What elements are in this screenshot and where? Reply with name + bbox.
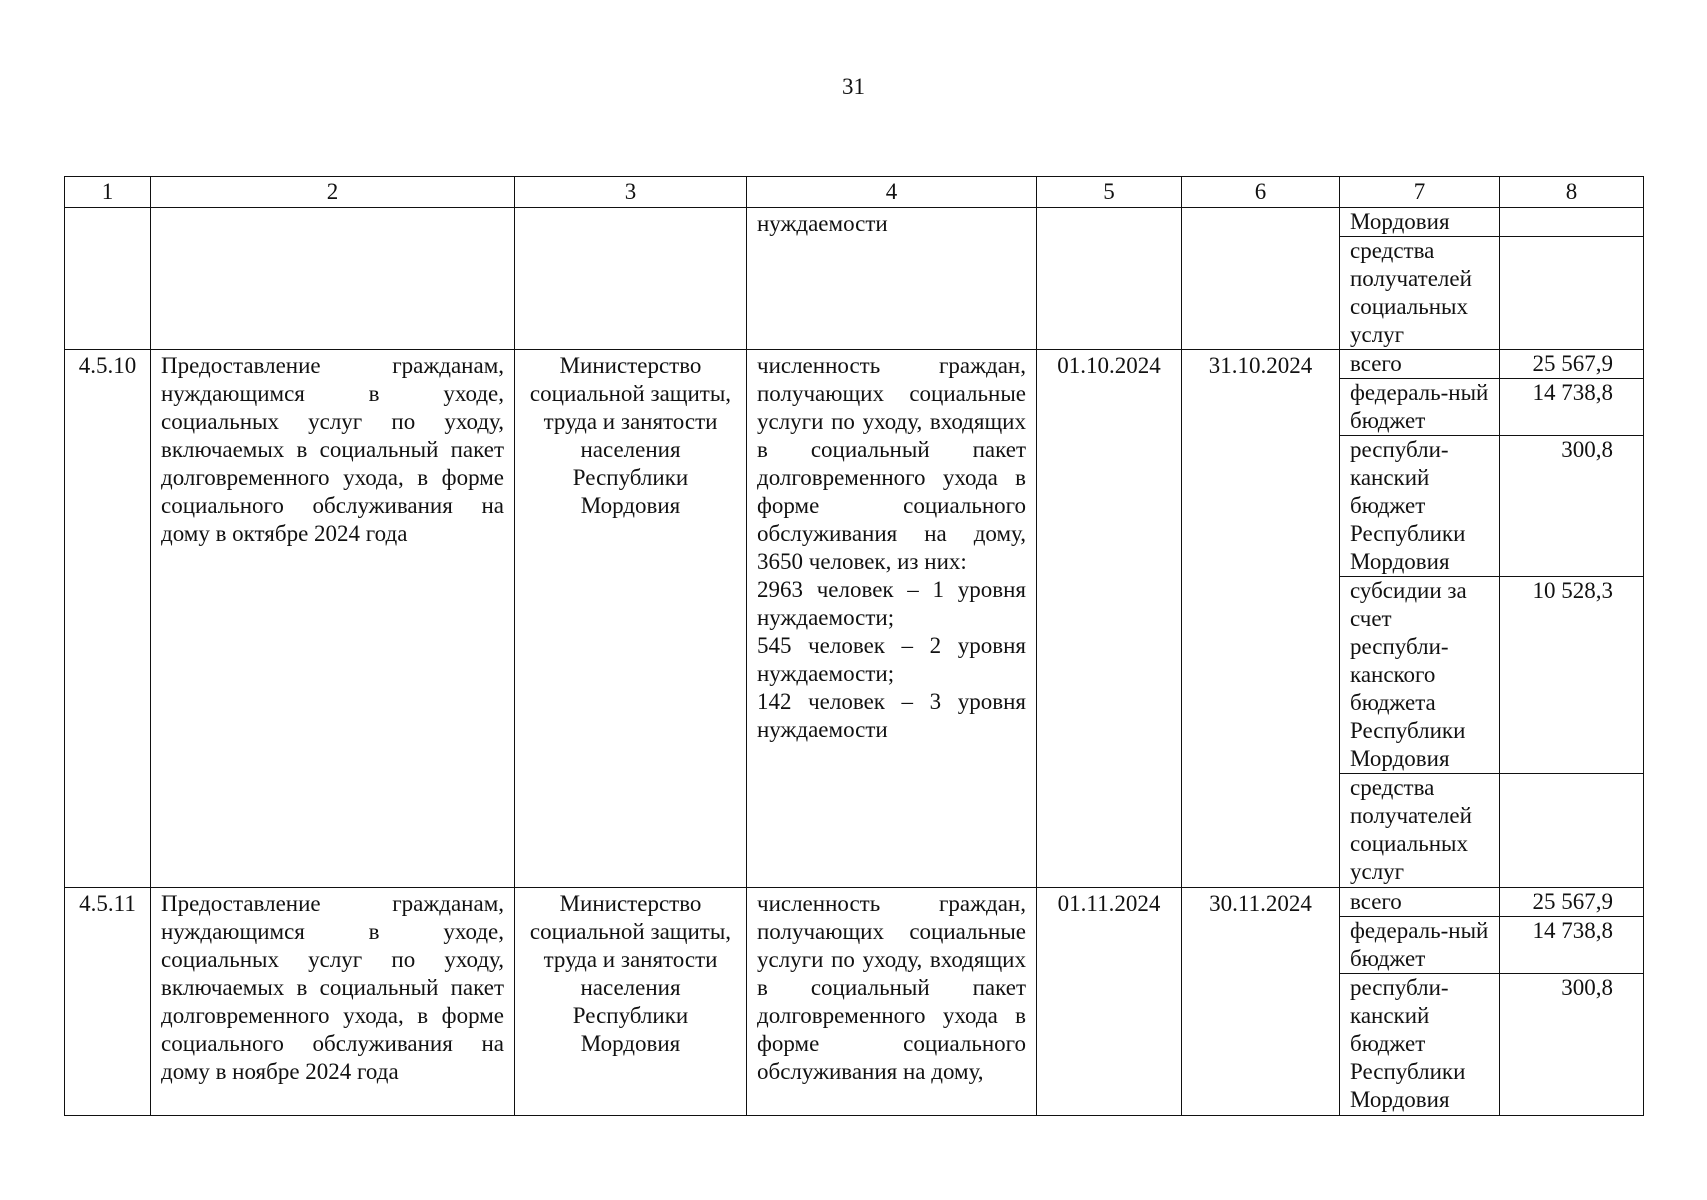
funding-source: всего [1340,350,1499,379]
cell-organization: Министерство социальной защиты, труда и занятости населения Республики Мордовия [515,888,747,1116]
funding-source: федераль-ный бюджет [1340,917,1499,974]
table-row [65,888,1644,1116]
funding-source: Мордовия [1340,208,1499,237]
funding-value: 14 738,8 [1500,917,1643,974]
cell-organization: Министерство социальной защиты, труда и занятости населения Республики Мордовия [515,350,747,888]
cell-name [151,208,515,350]
funding-source: средства получателей социальных услуг [1350,775,1472,884]
funding-value: 25 567,9 [1500,888,1643,917]
cell-start-date: 01.11.2024 [1037,888,1182,1116]
column-header: 3 [515,177,747,208]
cell-start-date: 01.10.2024 [1037,350,1182,888]
column-numbers-row [65,177,1644,208]
funding-value: 300,8 [1500,436,1643,577]
cell-indicator [747,350,1037,888]
funding-value: 300,8 [1561,975,1613,1000]
cell-number: 4.5.11 [65,888,151,1116]
cell-indicator [747,888,1037,1116]
indicator-line: численность граждан, получающих социальные услуги по уходу, входящих в социальный пакет долговременного ухода в форме социального обслуживания на дому, [757,891,1026,1084]
cell-start-date [1037,208,1182,350]
cell-number [65,208,151,350]
funding-value: 25 567,9 [1500,350,1643,379]
indicator-line: численность граждан, получающих социальные услуги по уходу, входящих в социальный пакет долговременного ухода в форме социального обслуживания на дому, 3650 человек, из них: [757,353,1026,574]
funding-value: 14 738,8 [1500,379,1643,436]
column-header: 6 [1182,177,1340,208]
cell-indicator: нуждаемости [747,208,1037,350]
funding-source: республи-канский бюджет Республики Мордовия [1350,975,1466,1112]
cell-funding-values [1500,888,1644,1116]
indicator-line: 2963 человек – 1 уровня нуждаемости; [757,577,1026,630]
funding-source: средства получателей социальных услуг [1350,238,1472,347]
cell-end-date: 31.10.2024 [1182,350,1340,888]
column-header: 8 [1500,177,1644,208]
cell-funding-sources [1340,888,1500,1116]
column-header: 2 [151,177,515,208]
program-table [64,176,1644,1116]
funding-value [1500,237,1643,349]
funding-source: субсидии за счет республи-канского бюджета Республики Мордовия [1340,577,1499,774]
funding-value: 10 528,3 [1500,577,1643,774]
column-header: 5 [1037,177,1182,208]
funding-source: всего [1340,888,1499,917]
table-row-continuation [65,208,1644,350]
funding-source: федераль-ный бюджет [1340,379,1499,436]
cell-organization [515,208,747,350]
column-header: 7 [1340,177,1500,208]
funding-value [1500,774,1643,887]
cell-name: Предоставление гражданам, нуждающимся в уходе, социальных услуг по уходу, включаемых в социальный пакет долговременного ухода, в форме социального обслуживания на дому в октябре 2024 года [151,350,515,888]
funding-source: республи-канский бюджет Республики Мордовия [1340,436,1499,577]
funding-value [1500,208,1643,237]
cell-funding-values [1500,208,1644,350]
cell-funding-values [1500,350,1644,888]
cell-name: Предоставление гражданам, нуждающимся в уходе, социальных услуг по уходу, включаемых в социальный пакет долговременного ухода, в форме социального обслуживания на дому в ноябре 2024 года [151,888,515,1116]
column-header: 4 [747,177,1037,208]
page-number: 31 [842,74,865,99]
indicator-line: 545 человек – 2 уровня нуждаемости; [757,633,1026,686]
cell-funding-sources [1340,208,1500,350]
cell-end-date: 30.11.2024 [1182,888,1340,1116]
cell-number: 4.5.10 [65,350,151,888]
cell-end-date [1182,208,1340,350]
column-header: 1 [65,177,151,208]
table-row [65,350,1644,888]
cell-funding-sources [1340,350,1500,888]
indicator-line: 142 человек – 3 уровня нуждаемости [757,689,1026,742]
